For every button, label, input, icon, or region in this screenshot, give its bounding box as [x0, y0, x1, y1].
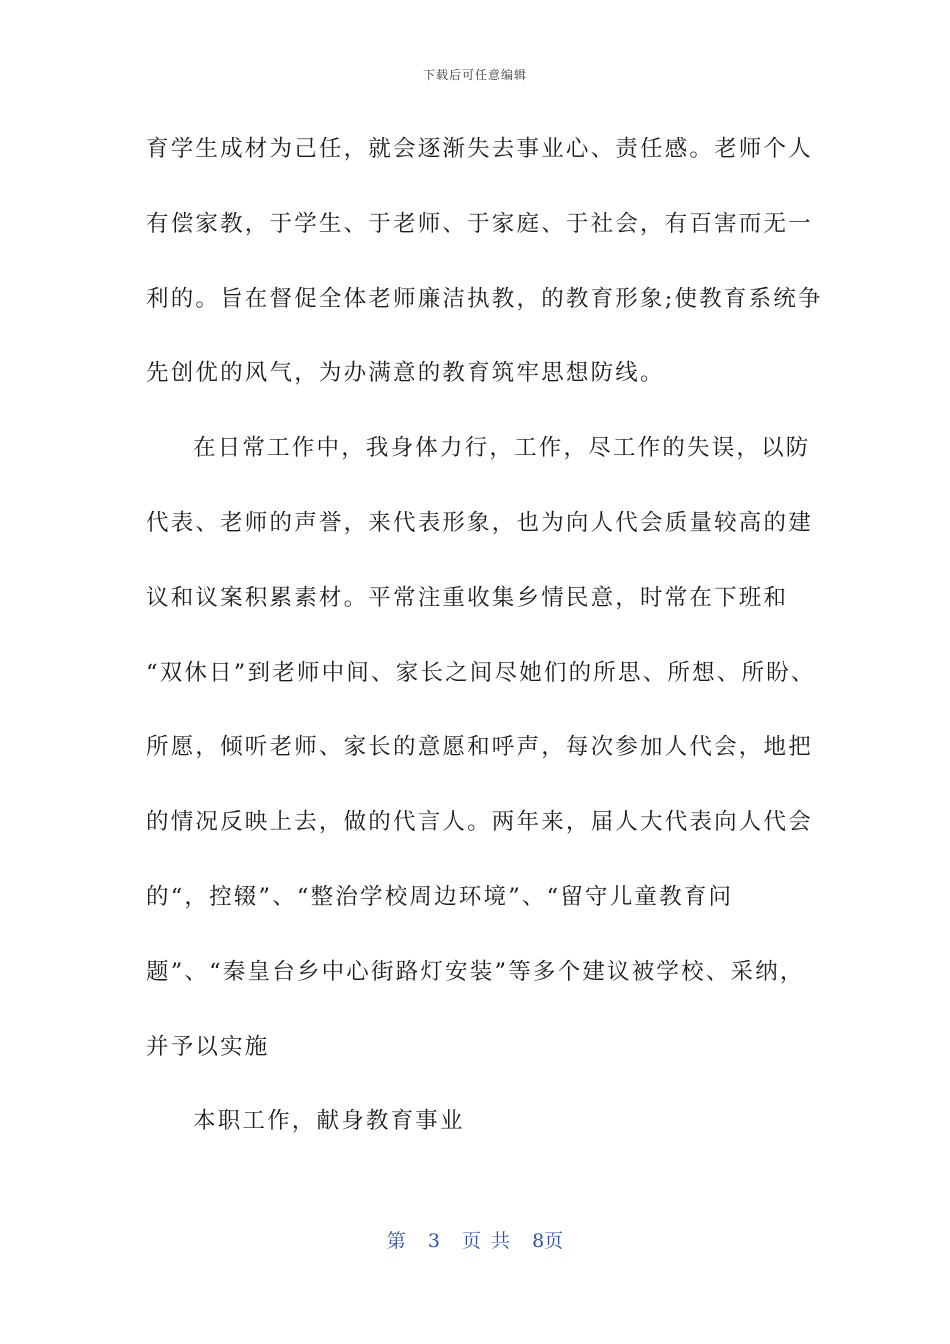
text-line: 议和议案积累素材。平常注重收集乡情民意，时常在下班和	[146, 584, 789, 611]
footer-prefix: 第	[386, 1230, 406, 1252]
page-header: 下载后可任意编辑	[422, 68, 527, 82]
text-line: 的情况反映上去，做的代言人。两年来，届人大代表向人代会	[146, 809, 813, 836]
text-line: 题”、“秦皇台乡中心街路灯安装”等多个建议被学校、采纳，	[146, 958, 805, 985]
text-line: 并予以实施	[146, 1033, 270, 1060]
current-page-number: 3	[427, 1230, 440, 1252]
text-line: 代表、老师的声誉，来代表形象，也为向人代会质量较高的建	[146, 509, 813, 536]
page-footer	[0, 1226, 950, 1253]
text-line: 有偿家教，于学生、于老师、于家庭、于社会，有百害而无一	[146, 210, 813, 237]
text-line: 先创优的风气，为办满意的教育筑牢思想防线。	[146, 360, 665, 387]
paragraph-start-line: 在日常工作中，我身体力行，工作，尽工作的失误，以防	[193, 435, 811, 462]
text-line: 利的。旨在督促全体老师廉洁执教，的教育形象;使教育系统争	[146, 285, 823, 312]
text-line: 所愿，倾听老师、家长的意愿和呼声，每次参加人代会，地把	[146, 734, 813, 761]
text-line: “双休日”到老师中间、家长之间尽她们的所思、所想、所盼、	[146, 659, 816, 686]
document-body	[146, 112, 823, 1159]
section-heading: 本职工作，献身教育事业	[193, 1108, 465, 1135]
total-pages: 8页	[532, 1230, 564, 1252]
footer-middle: 页 共	[462, 1230, 511, 1252]
text-line: 育学生成材为己任，就会逐渐失去事业心、责任感。老师个人	[146, 136, 813, 162]
text-line: 的“，控辍”、“整治学校周边环境”、“留守儿童教育问	[146, 883, 734, 910]
